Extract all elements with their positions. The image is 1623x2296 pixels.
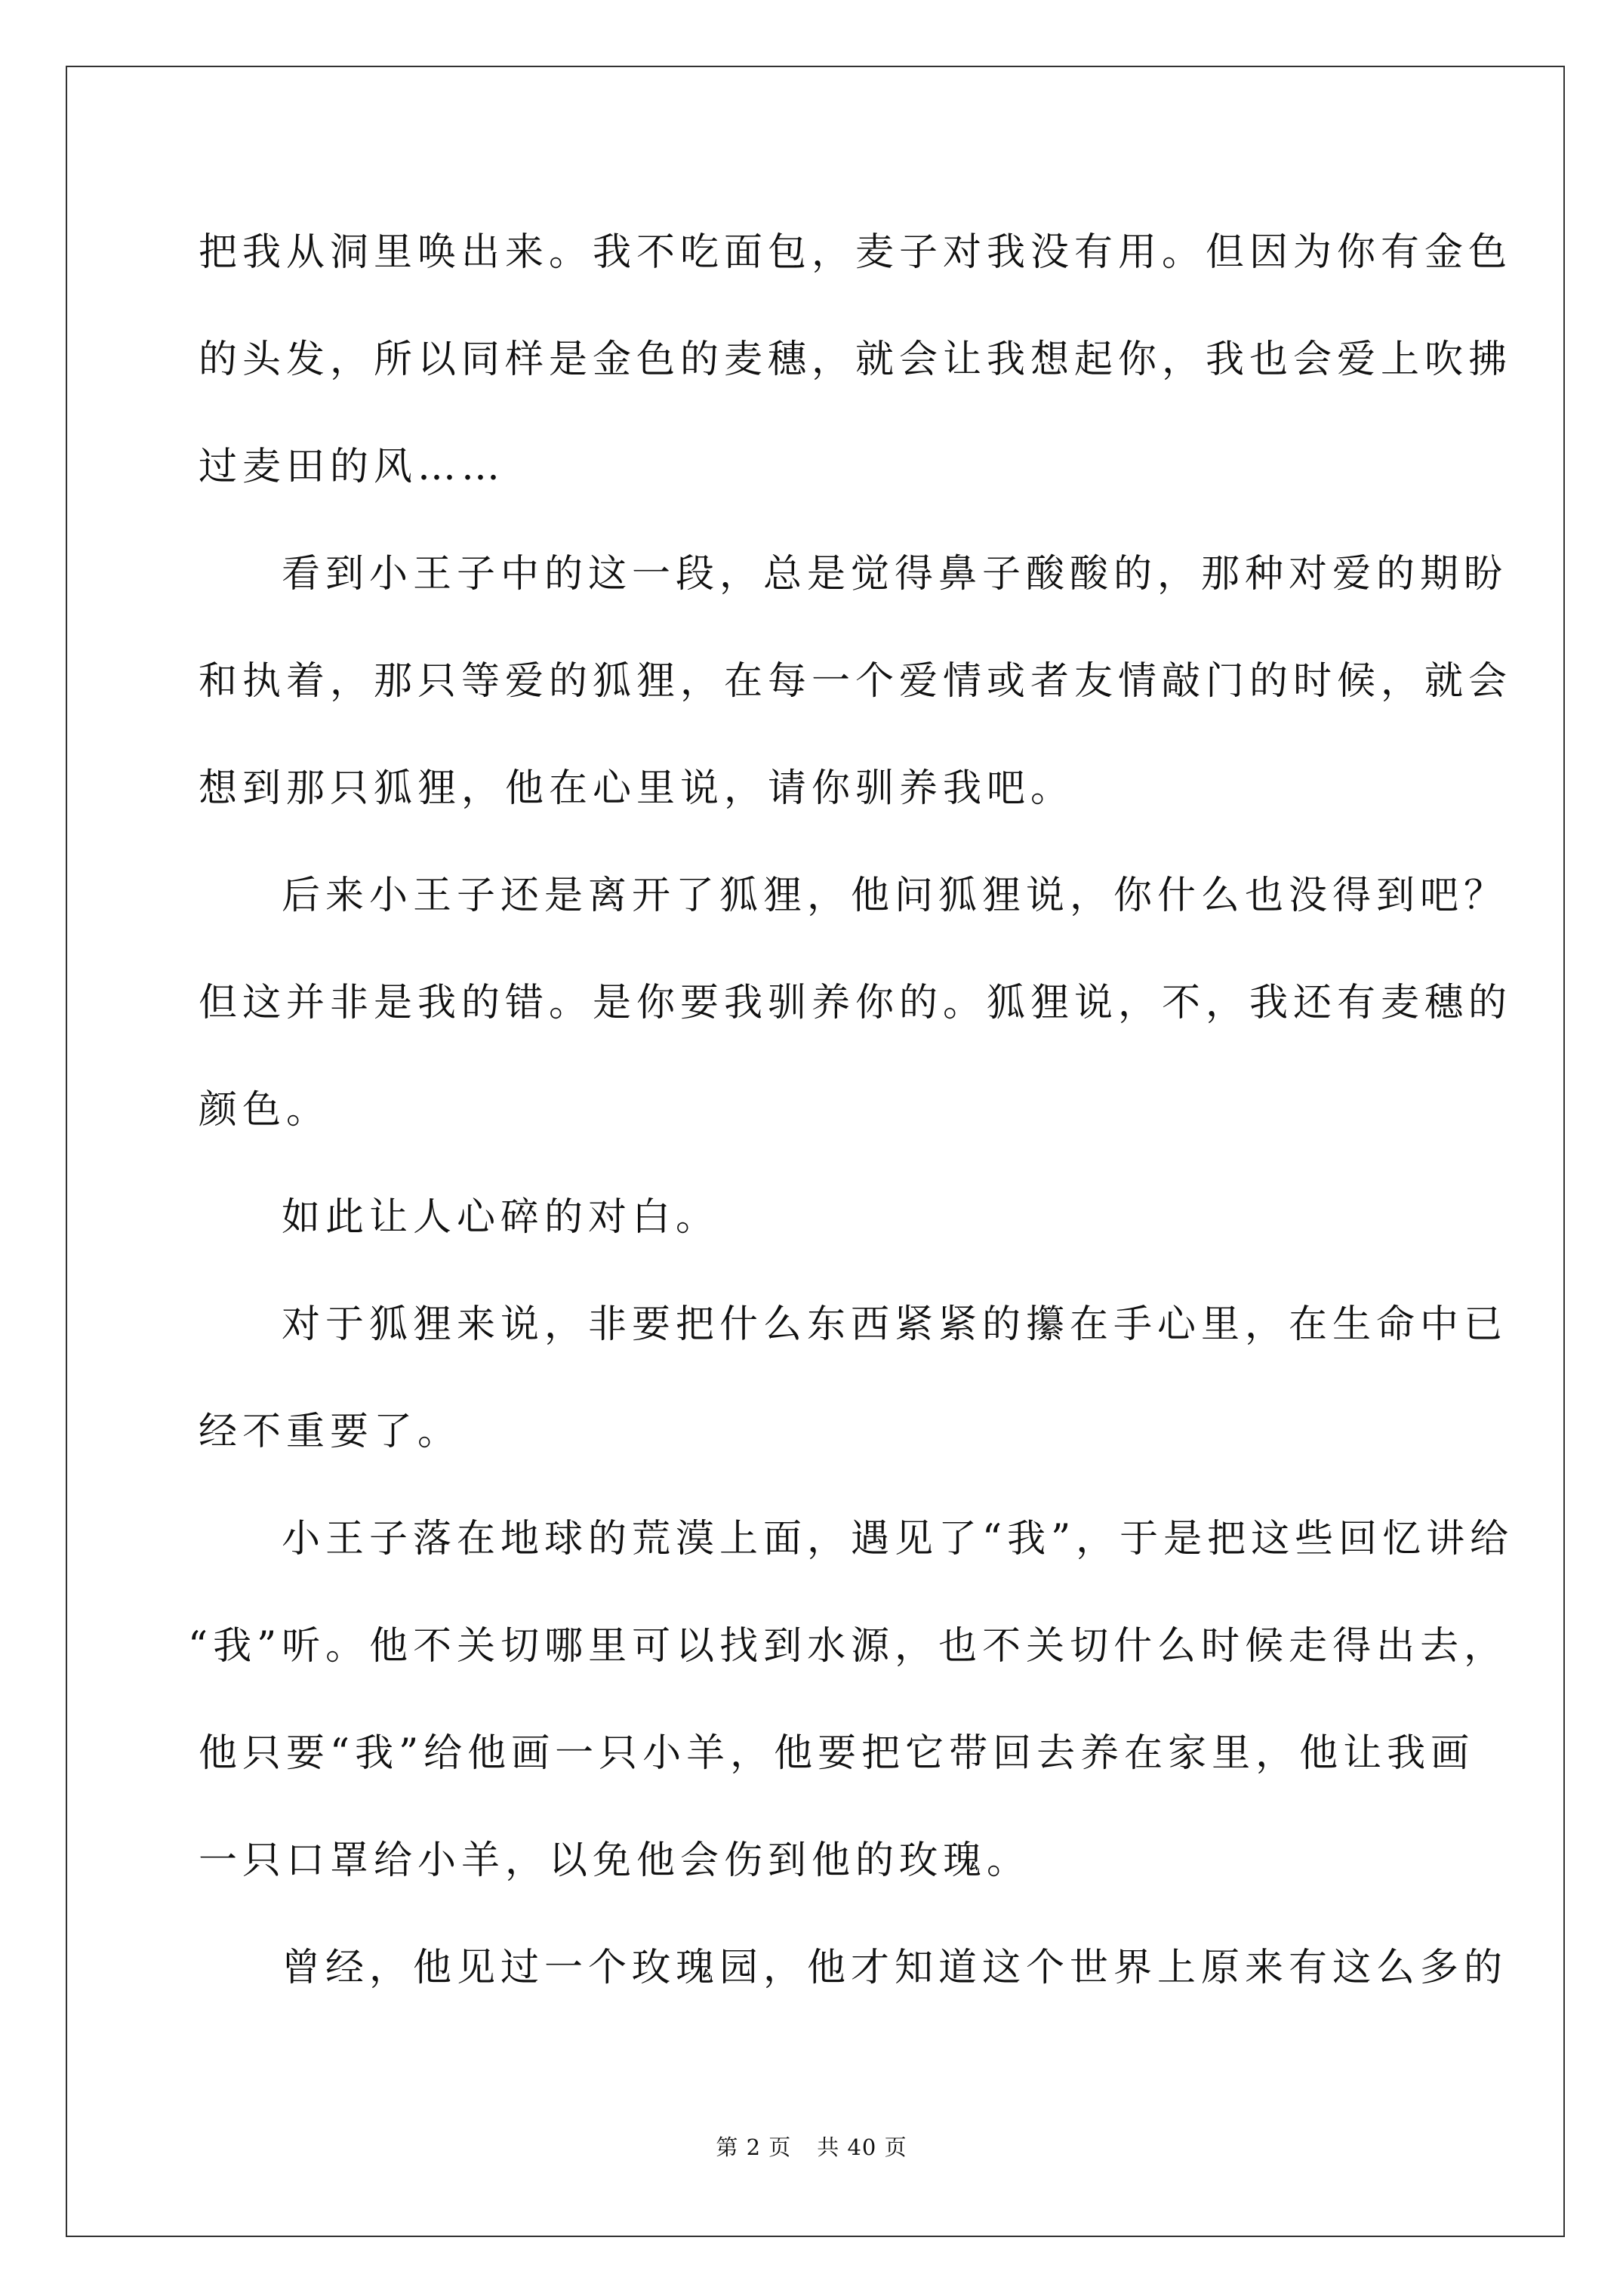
text-line: 把我从洞里唤出来。我不吃面包，麦子对我没有用。但因为你有金色 (199, 230, 1513, 275)
page-footer (0, 2134, 1623, 2161)
page-total: 共 40 页 (817, 2134, 907, 2160)
text-line: 如此让人心碎的对白。 (282, 1195, 720, 1240)
text-line: 经不重要了。 (199, 1410, 462, 1454)
text-line: 一只口罩给小羊，以免他会伤到他的玫瑰。 (199, 1838, 1031, 1883)
text-line: 颜色。 (199, 1088, 331, 1133)
page-border (66, 66, 1565, 2237)
text-line: 小王子落在地球的荒漠上面，遇见了“我”，于是把这些回忆讲给 (282, 1517, 1514, 1561)
text-line: 但这并非是我的错。是你要我驯养你的。狐狸说，不，我还有麦穗的 (199, 981, 1513, 1025)
text-line: 和执着，那只等爱的狐狸，在每一个爱情或者友情敲门的时候，就会 (199, 659, 1513, 704)
text-line: 过麦田的风…… (199, 445, 506, 489)
text-line: 后来小王子还是离开了狐狸，他问狐狸说，你什么也没得到吧？ (282, 874, 1508, 918)
text-line: 他只要“我”给他画一只小羊，他要把它带回去养在家里，他让我画 (199, 1731, 1475, 1776)
text-line: 看到小王子中的这一段，总是觉得鼻子酸酸的，那种对爱的期盼 (282, 552, 1508, 596)
text-line: 对于狐狸来说，非要把什么东西紧紧的攥在手心里，在生命中已 (282, 1302, 1508, 1347)
text-line: 曾经，他见过一个玫瑰园，他才知道这个世界上原来有这么多的 (282, 1946, 1508, 1990)
text-line: 想到那只狐狸，他在心里说，请你驯养我吧。 (199, 766, 1075, 811)
text-line: 的头发，所以同样是金色的麦穗，就会让我想起你，我也会爱上吹拂 (199, 337, 1513, 382)
text-line: “我”听。他不关切哪里可以找到水源，也不关切什么时候走得出去， (188, 1624, 1508, 1669)
page-number: 第 2 页 (716, 2134, 792, 2160)
